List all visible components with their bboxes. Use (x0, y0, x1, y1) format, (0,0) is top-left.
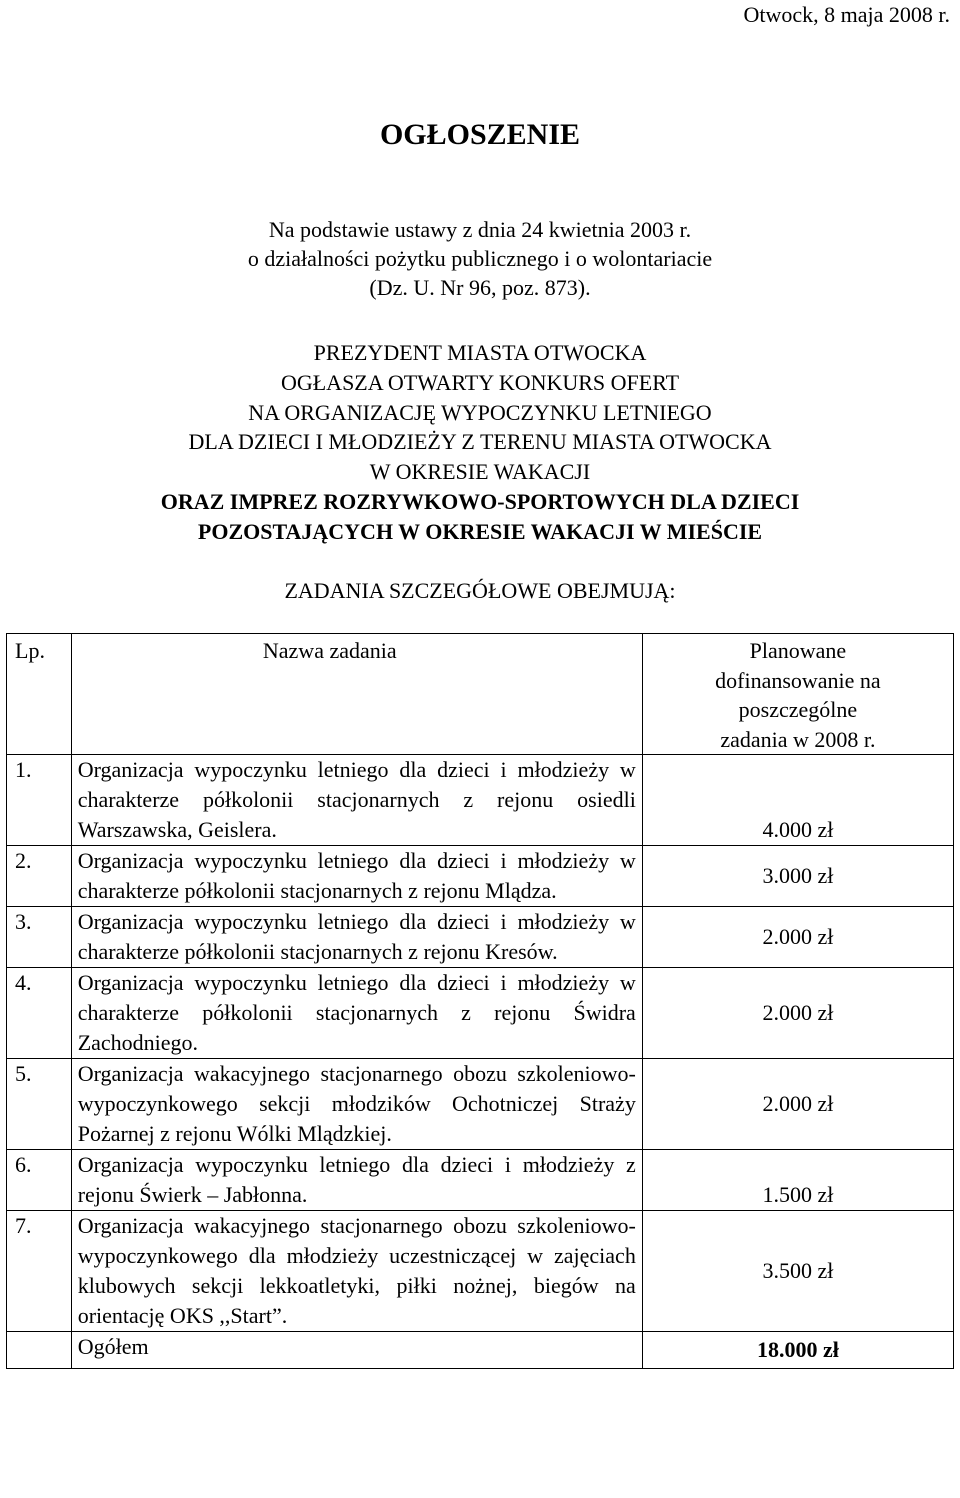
announcement-line: OGŁASZA OTWARTY KONKURS OFERT (280, 369, 680, 395)
row-task-name: Organizacja wypoczynku letniego dla dzieci i młodzieży z rejonu Świerk – Jabłonna. (71, 1150, 642, 1211)
announcement-line: W OKRESIE WAKACJI (369, 459, 591, 485)
header-lp: Lp. (7, 634, 72, 755)
row-task-name: Organizacja wypoczynku letniego dla dzieci i młodzieży w charakterze półkolonii stacjonarnych z rejonu Kresów. (71, 907, 642, 968)
row-lp: 2. (7, 846, 72, 907)
row-amount: 4.000 zł (642, 755, 953, 846)
row-amount: 2.000 zł (642, 968, 953, 1059)
legal-basis-line: o działalności pożytku publicznego i o wolontariacie (247, 246, 713, 271)
document-title: OGŁOSZENIE (379, 118, 581, 151)
total-lp-empty (7, 1332, 72, 1369)
row-task-name: Organizacja wakacyjnego stacjonarnego obozu szkoleniowo-wypoczynkowego sekcji młodzików Ochotniczej Straży Pożarnej z rejonu Wólki Mlądzkiej. (71, 1059, 642, 1150)
row-amount: 2.000 zł (642, 1059, 953, 1150)
table-row (7, 755, 954, 846)
document-date: Otwock, 8 maja 2008 r. (743, 2, 950, 27)
total-label: Ogółem (71, 1332, 642, 1369)
announcement-line: NA ORGANIZACJĘ WYPOCZYNKU LETNIEGO (248, 399, 712, 425)
table-row (7, 968, 954, 1059)
row-lp: 7. (7, 1211, 72, 1332)
tasks-table (6, 633, 954, 1369)
announcement-line-bold: POZOSTAJĄCYCH W OKRESIE WAKACJI W MIEŚCIE (197, 518, 763, 544)
row-task-name: Organizacja wypoczynku letniego dla dzieci i młodzieży w charakterze półkolonii stacjonarnych z rejonu osiedli Warszawska, Geislera. (71, 755, 642, 846)
table-row (7, 1150, 954, 1211)
row-amount: 3.000 zł (642, 846, 953, 907)
total-amount: 18.000 zł (642, 1332, 953, 1369)
header-amount-line: zadania w 2008 r. (720, 726, 876, 752)
row-amount: 3.500 zł (642, 1211, 953, 1332)
header-amount (642, 634, 953, 755)
legal-basis (0, 215, 960, 302)
row-amount: 2.000 zł (642, 907, 953, 968)
table-row (7, 846, 954, 907)
announcement-heading (0, 338, 960, 547)
table-row (7, 1059, 954, 1150)
row-task-name: Organizacja wypoczynku letniego dla dzieci i młodzieży w charakterze półkolonii stacjonarnych z rejonu Świdra Zachodniego. (71, 968, 642, 1059)
header-amount-line: poszczególne (738, 697, 858, 722)
table-header-row (7, 634, 954, 755)
row-lp: 1. (7, 755, 72, 846)
legal-basis-line: Na podstawie ustawy z dnia 24 kwietnia 2003 r. (268, 217, 692, 242)
header-amount-line: Planowane (749, 638, 847, 663)
row-lp: 4. (7, 968, 72, 1059)
announcement-line-bold: ORAZ IMPREZ ROZRYWKOWO-SPORTOWYCH DLA DZIECI (160, 488, 800, 514)
announcement-line: DLA DZIECI I MŁODZIEŻY Z TERENU MIASTA OTWOCKA (188, 429, 772, 455)
row-task-name: Organizacja wakacyjnego stacjonarnego obozu szkoleniowo-wypoczynkowego dla młodzieży uczestniczącej w zajęciach klubowych sekcji lekkoatletyki, piłki nożnej, biegów na orientację OKS ,,Start”. (71, 1211, 642, 1332)
header-amount-line: dofinansowanie na (715, 667, 881, 693)
header-task-name: Nazwa zadania (71, 634, 642, 755)
row-lp: 6. (7, 1150, 72, 1211)
table-row (7, 907, 954, 968)
announcement-line: PREZYDENT MIASTA OTWOCKA (313, 340, 647, 365)
row-task-name: Organizacja wypoczynku letniego dla dzieci i młodzieży w charakterze półkolonii stacjonarnych z rejonu Mlądza. (71, 846, 642, 907)
tasks-intro: ZADANIA SZCZEGÓŁOWE OBEJMUJĄ: (284, 578, 676, 603)
row-lp: 3. (7, 907, 72, 968)
table-total-row (7, 1332, 954, 1369)
row-amount: 1.500 zł (642, 1150, 953, 1211)
row-lp: 5. (7, 1059, 72, 1150)
table-row (7, 1211, 954, 1332)
legal-basis-line: (Dz. U. Nr 96, poz. 873). (369, 275, 591, 300)
